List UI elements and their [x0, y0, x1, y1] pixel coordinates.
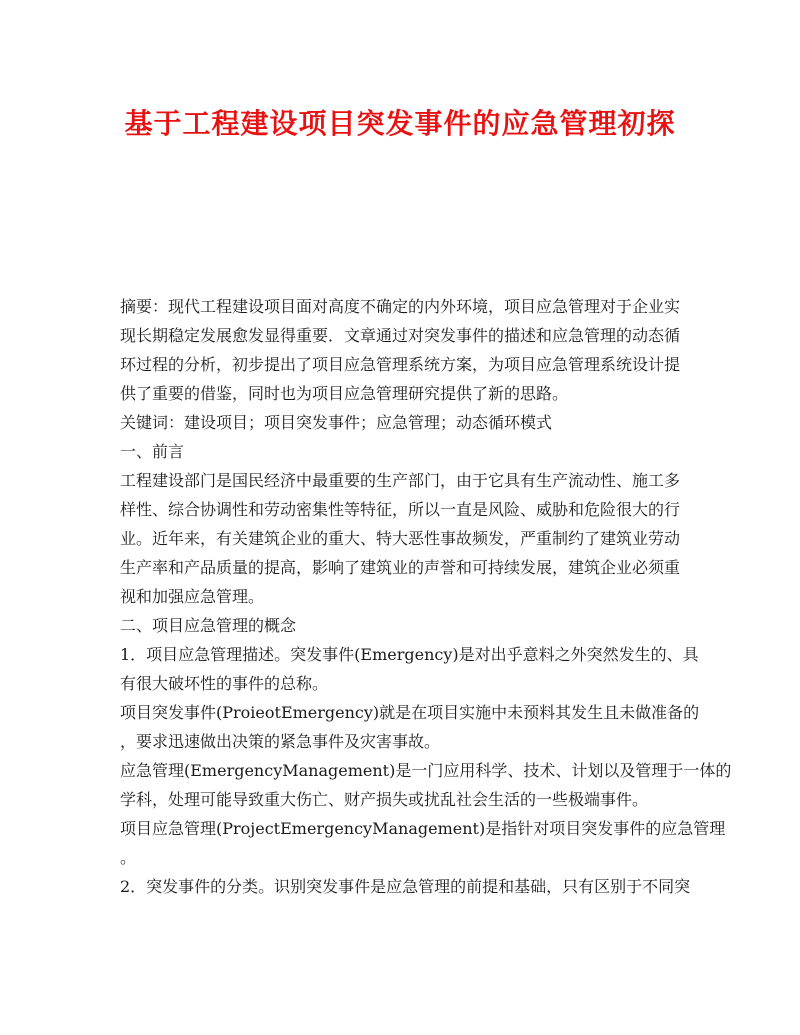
section-heading: 一、前言: [120, 442, 185, 461]
item2-paragraph: [120, 872, 691, 901]
text-line: 有很大破坏性的事件的总称。: [120, 674, 329, 693]
text-line: 2．突发事件的分类。识别突发事件是应急管理的前提和基础，只有区别于不同突: [120, 877, 691, 896]
item1-paragraph: [120, 640, 699, 698]
text-line: 项目突发事件(ProieotEmergency)就是在项目实施中未预料其发生且未做准备的: [120, 703, 700, 722]
text-line: 项目应急管理(ProjectEmergencyManagement)是指针对项目突发事件的应急管理: [120, 819, 726, 838]
definition-paragraph: [120, 814, 726, 872]
text-line: 学科，处理可能导致重大伤亡、财产损失或扰乱社会生活的一些极端事件。: [120, 790, 649, 809]
text-line: 现长期稳定发展愈发显得重要．文章通过对突发事件的描述和应急管理的动态循: [120, 326, 681, 345]
text-line: ，要求迅速做出决策的紧急事件及灾害事故。: [120, 732, 441, 751]
text-line: 应急管理(EmergencyManagement)是一门应用科学、技术、计划以及管理于一体的: [120, 761, 732, 780]
text-line: 样性、综合协调性和劳动密集性等特征，所以一直是风险、威胁和危险很大的行: [120, 500, 681, 519]
text-line: 业。近年来，有关建筑企业的重大、特大恶性事故频发，严重制约了建筑业劳动: [120, 529, 681, 548]
document-title: 基于工程建设项目突发事件的应急管理初探: [124, 107, 676, 140]
intro-paragraph: [120, 466, 680, 611]
text-line: 。: [120, 848, 137, 867]
text-line: 工程建设部门是国民经济中最重要的生产部门，由于它具有生产流动性、施工多: [120, 471, 681, 490]
definition-paragraph: [120, 756, 732, 814]
keywords-line: 关键词：建设项目；项目突发事件；应急管理；动态循环模式: [120, 413, 553, 432]
text-line: 视和加强应急管理。: [120, 587, 265, 606]
text-line: 生产率和产品质量的提高，影响了建筑业的声誉和可持续发展，建筑企业必须重: [120, 558, 681, 577]
section-heading: 二、项目应急管理的概念: [120, 616, 297, 635]
text-line: 摘要：现代工程建设项目面对高度不确定的内外环境，项目应急管理对于企业实: [120, 297, 681, 316]
text-line: 1．项目应急管理描述。突发事件(Emergency)是对出乎意料之外突然发生的、具: [120, 645, 699, 664]
text-line: 环过程的分析，初步提出了项目应急管理系统方案，为项目应急管理系统设计提: [120, 355, 681, 374]
document-body: [120, 292, 732, 901]
text-line: 供了重要的借鉴，同时也为项目应急管理研究提供了新的思路。: [120, 384, 569, 403]
abstract-paragraph: [120, 292, 680, 408]
definition-paragraph: [120, 698, 700, 756]
